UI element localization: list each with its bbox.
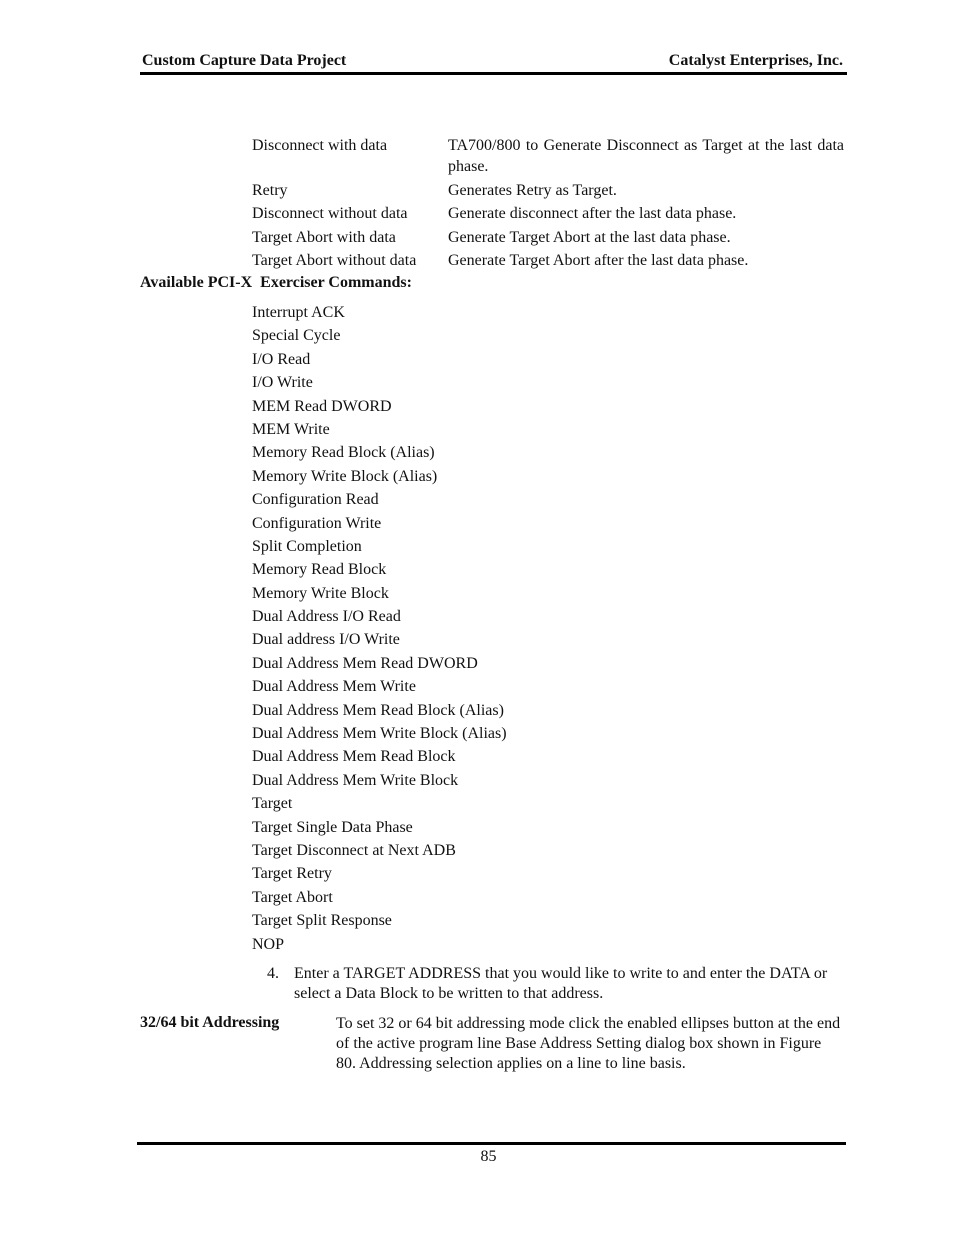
response-description: Generate Target Abort after the last data phase. [448, 252, 749, 269]
table-row [252, 227, 844, 248]
header-divider [140, 72, 847, 75]
table-row [252, 203, 844, 224]
page-number: 85 [480, 1148, 497, 1165]
list-item: I/O Read [252, 350, 311, 368]
response-term: Target Abort with data [252, 228, 396, 246]
table-row [252, 135, 844, 177]
list-item: Dual Address Mem Write Block [252, 771, 459, 789]
response-term: Disconnect with data [252, 137, 388, 154]
response-description: TA700/800 to Generate Disconnect as Target at the last data phase. [448, 137, 844, 175]
response-description: Generate disconnect after the last data phase. [448, 205, 737, 222]
table-row [252, 250, 844, 271]
list-item: Dual Address Mem Read Block [252, 748, 456, 766]
list-item: NOP [252, 935, 285, 953]
list-item: Split Completion [252, 537, 362, 555]
document-title: Custom Capture Data Project [142, 52, 347, 69]
list-item: Dual address I/O Write [252, 631, 400, 649]
list-item: Target Abort [252, 888, 333, 906]
company-name: Catalyst Enterprises, Inc. [668, 52, 843, 69]
response-term: Disconnect without data [252, 205, 408, 222]
list-item: Dual Address I/O Read [252, 608, 401, 626]
table-row [252, 180, 844, 201]
list-item: Configuration Write [252, 514, 382, 532]
section-heading: Available PCI-X Exerciser Commands: [140, 274, 412, 291]
list-item: Dual Address Mem Read Block (Alias) [252, 701, 504, 719]
list-item: I/O Write [252, 374, 313, 392]
page-header [140, 51, 846, 73]
footer-divider [137, 1142, 846, 1145]
list-item: Target Disconnect at Next ADB [252, 841, 456, 859]
list-item: Configuration Read [252, 491, 379, 509]
response-term: Target Abort without data [252, 252, 417, 269]
list-item: Dual Address Mem Read DWORD [252, 654, 478, 672]
step-text: Enter a TARGET ADDRESS that you would like to write to and enter the DATA or select a Data Block to be written to that address. [294, 965, 828, 1002]
list-item: MEM Read DWORD [252, 397, 392, 415]
list-item: Target [252, 795, 293, 813]
list-item: MEM Write [252, 420, 330, 438]
list-item: Special Cycle [252, 327, 341, 345]
list-item: Memory Read Block (Alias) [252, 444, 435, 462]
addressing-description: To set 32 or 64 bit addressing mode click the enabled ellipses button at the end of the active program line Base Address Setting dialog box shown in Figure 80. Addressing selection applies on a line to line basis. [336, 1015, 841, 1072]
list-item: Interrupt ACK [252, 304, 345, 321]
list-item: Dual Address Mem Write Block (Alias) [252, 725, 507, 743]
list-item: Target Retry [252, 865, 332, 883]
addressing-heading: 32/64 bit Addressing [140, 1014, 280, 1031]
list-item: Memory Write Block [252, 584, 389, 602]
command-list [252, 301, 507, 956]
list-item: Target Split Response [252, 912, 392, 930]
list-item: Memory Read Block [252, 561, 387, 579]
list-item: Memory Write Block (Alias) [252, 467, 438, 485]
response-term: Retry [252, 181, 288, 199]
target-response-table [252, 135, 844, 274]
list-item: Target Single Data Phase [252, 818, 413, 836]
step-number: 4. [267, 965, 279, 982]
response-description: Generate Target Abort at the last data phase. [448, 228, 731, 246]
list-item: Dual Address Mem Write [252, 678, 416, 696]
response-description: Generates Retry as Target. [448, 181, 617, 199]
